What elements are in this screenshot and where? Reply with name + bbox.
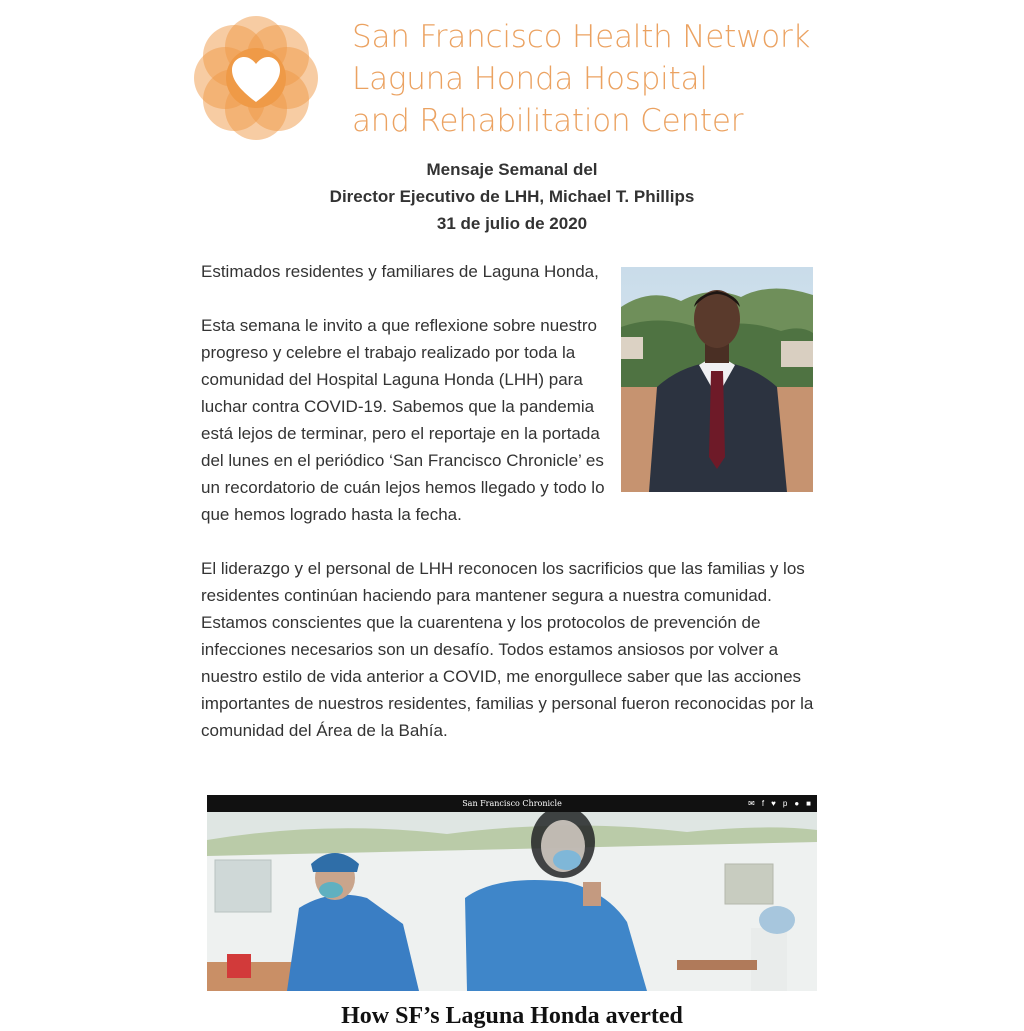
mail-icon[interactable]: ✉ bbox=[748, 799, 755, 808]
title-line-2: Director Ejecutivo de LHH, Michael T. Phillips bbox=[329, 187, 695, 206]
greeting: Estimados residentes y familiares de Laguna Honda, bbox=[201, 262, 599, 281]
news-photo bbox=[207, 812, 817, 991]
org-line-3: and Rehabilitation Center bbox=[352, 103, 744, 139]
message-title bbox=[200, 156, 824, 237]
news-clipping[interactable] bbox=[207, 795, 817, 991]
flipboard-icon[interactable]: ■ bbox=[806, 799, 811, 808]
director-portrait bbox=[621, 267, 813, 492]
reddit-icon[interactable]: ● bbox=[794, 799, 800, 808]
heart-flower-logo bbox=[190, 12, 322, 144]
letter-body bbox=[201, 258, 825, 771]
twitter-icon[interactable]: ♥ bbox=[771, 799, 776, 808]
title-date: 31 de julio de 2020 bbox=[436, 214, 588, 233]
share-icons bbox=[748, 795, 811, 812]
news-brand: San Francisco Chronicle bbox=[462, 799, 562, 808]
title-line-1: Mensaje Semanal del bbox=[426, 160, 598, 179]
paragraph-1: Esta semana le invito a que reflexione sobre nuestro progreso y celebre el trabajo realizado por toda la comunidad del Hospital Laguna Honda (LHH) para luchar contra COVID-19. Sabemos que la pandemia está lejos de terminar, pero el reportaje en la portada del lunes en el periódico ‘San Francisco Chronicle’ es un recordatorio de cuán lejos hemos llegado y todo lo que hemos logrado hasta la fecha. bbox=[201, 316, 605, 524]
header bbox=[190, 12, 850, 144]
news-top-bar bbox=[207, 795, 817, 812]
paragraph-2: El liderazgo y el personal de LHH reconocen los sacrificios que las familias y los residentes continúan haciendo para mantener segura a nuestra comunidad. Estamos conscientes que la cuarentena y los protocolos de prevención de infecciones necesarios son un desafío. Todos estamos ansiosos por volver a nuestro estilo de vida anterior a COVID, me enorgullece saber que las acciones importantes de nuestros residentes, familias y personal fueron reconocidas por la comunidad del Área de la Bahía. bbox=[201, 559, 814, 740]
org-line-1: San Francisco Health Network bbox=[352, 19, 811, 55]
pinterest-icon[interactable]: p bbox=[782, 799, 788, 808]
facebook-icon[interactable]: f bbox=[761, 799, 765, 808]
org-line-2: Laguna Honda Hospital bbox=[352, 61, 708, 97]
org-name bbox=[352, 16, 852, 142]
news-headline[interactable]: How SF’s Laguna Honda averted bbox=[341, 1003, 683, 1029]
